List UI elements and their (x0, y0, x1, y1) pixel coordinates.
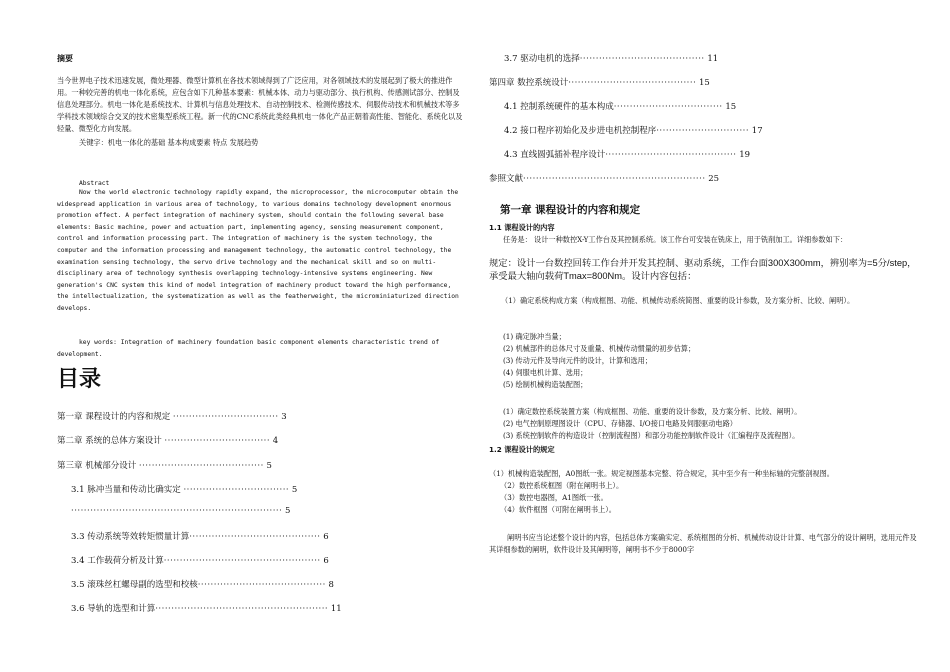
section-title: 1.2 课程设计的规定 (489, 445, 555, 454)
abstract-heading: 摘要 (57, 54, 73, 63)
toc-entry[interactable]: 4.3 直线圆弧插补程序设计········································· 19 (504, 150, 751, 160)
toc-entry[interactable]: 第二章 系统的总体方案设计 ································· 4 (57, 436, 279, 446)
toc-entry[interactable]: 第一章 课程设计的内容和规定 ································· 3 (57, 412, 287, 422)
chinese-abstract: 当今世界电子技术迅速发展，微处理器、微型计算机在各技术领域得到了广泛应用，对各领域技术的发展起到了极大的推进作用。一种较完善的机电一体化系统，应包含如下几种基本要素：机械本体、动力与驱动部分、执行机构、传感测试部分、控制及信息处理部分。机电一体化是系统技术、计算机与信息处理技术、自动控制技术、检测传感技术、伺服传动技术和机械技术等多学科技术领域综合交叉的技术密集型系统工程。新一代的CNC系统此类经典机电一体化产品正朝着高性能、智能化、系统化以及轻量、微型化方向发展。 (57, 76, 463, 133)
toc-entry[interactable]: 3.4 工作载荷分析及计算················································· 6 (71, 556, 329, 566)
mechanical-list (503, 331, 919, 391)
english-keywords: key words: Integration of machinery foundation basic component elements characteristic trend of development. (57, 339, 440, 358)
english-abstract-heading: Abstract (79, 180, 110, 187)
chinese-keywords: 关键字：机电一体化的基础 基本构成要素 特点 发展趋势 (79, 138, 259, 147)
control-list (503, 406, 919, 442)
list-item: （4）软件框图（可附在阐明书上）。 (500, 505, 616, 514)
section-title: 1.1 课程设计的内容 (489, 223, 555, 232)
list-item: (3) 系统控制软件的构造设计（控制流程图）和部分功能控制软件设计（汇编程序及流程图）。 (503, 431, 800, 440)
list-item: （1）机械构造装配图，A0图纸一张。规定视图基本完整、符合规定，其中至少有一种坐标轴的完整剖视图。 (489, 469, 834, 478)
toc-entry[interactable]: 第四章 数控系统设计········································ 15 (489, 78, 710, 88)
toc-entry[interactable]: 4.1 控制系统硬件的基本构成·································· 15 (504, 102, 737, 112)
list-item: (2) 电气控制原理图设计（CPU、存储器、I/O接口电路及伺服驱动电路） (503, 419, 737, 428)
design-item: （1）确定系统构成方案（构成框图、功能、机械传动系统简图、重要的设计参数，及方案分析、比较、阐明）。 (501, 296, 855, 305)
chapter-title: 第一章 课程设计的内容和规定 (500, 204, 641, 216)
toc-entry[interactable]: ·································································· 5 (71, 506, 291, 516)
list-item: (1) 确定脉冲当量； (503, 332, 566, 341)
toc-entry[interactable]: 参照文献························································· 25 (489, 174, 720, 184)
list-item: (5) 绘制机械构造装配图； (503, 380, 588, 389)
toc-entry[interactable]: 3.7 驱动电机的选择······································· 11 (504, 54, 719, 64)
toc-entry[interactable]: 4.2 接口程序初始化及步进电机控制程序····························· 17 (504, 126, 763, 136)
english-abstract: Now the world electronic technology rapidly expand, the microprocessor, the microcomputer obtain the widespread application in various area of technology, to various domains technology development enormous promotion effect. A perfect integration of machinery system, should contain the following several base elements: Basic machine, power and actuation part, implementing agency, sensing measurement component, control and information processing part. The integration of machinery is the system technology, the computer and the information processing and management technology, the automatic control technology, the examination sensing technology, the servo drive technology and the mechanical skill and so on multi-disciplinary area of technology synthesis overlapping technology-intensive systems engineering. New generation's CNC system this kind of model integration of machinery product toward the high performance, the intellectualization, the systematization as well as the featherweight, the microminiaturized direction develops. (57, 189, 459, 312)
list-item: (1）确定数控系统装置方案（构成框图、功能、重要的设计参数，及方案分析、比较、阐明）。 (503, 407, 802, 416)
toc-entry[interactable]: 3.6 导轨的选型和计算······················································ 11 (71, 604, 342, 614)
task-paragraph: 任务是： 设计一种数控X-Y工作台及其控制系统。该工作台可安装在铣床上，用于铣削加工。详细参数如下： (503, 235, 848, 244)
toc-entry[interactable]: 3.5 滚珠丝杠螺母副的选型和校核········································ 8 (71, 580, 334, 590)
list-item: (2) 机械部件的总体尺寸及重量、机械传动惯量的初步估算； (503, 344, 696, 353)
toc-entry[interactable]: 3.1 脉冲当量和传动比确实定 ································· 5 (71, 485, 298, 495)
spec-paragraph: 规定：设计一台数控回转工作台并开发其控制、驱动系统，工作台面300X300mm，辨别率为=5分/step，承受最大轴向载荷Tmax=800Nm。设计内容包括： (489, 258, 917, 281)
requirements-list (489, 468, 919, 516)
toc-title: 目录 (57, 367, 102, 392)
manual-note: 阐明书应当论述整个设计的内容，包括总体方案确实定、系统框图的分析、机械传动设计计算、电气部分的设计阐明，选用元件及其详细参数的阐明，软件设计及其阐明等，阐明书不少于8000字 (489, 533, 917, 554)
toc-entry[interactable]: 第三章 机械部分设计 ······································· 5 (57, 461, 272, 471)
toc-entry[interactable]: 3.3 传动系统等效转矩惯量计算········································· 6 (71, 532, 329, 542)
list-item: (4) 伺服电机计算、选用； (503, 368, 588, 377)
list-item: （2）数控系统框图（附在阐明书上）。 (500, 481, 624, 490)
list-item: (3) 传动元件及导向元件的设计，计算和选用； (503, 356, 653, 365)
list-item: （3）数控电器图，A1图纸一张。 (500, 493, 608, 502)
